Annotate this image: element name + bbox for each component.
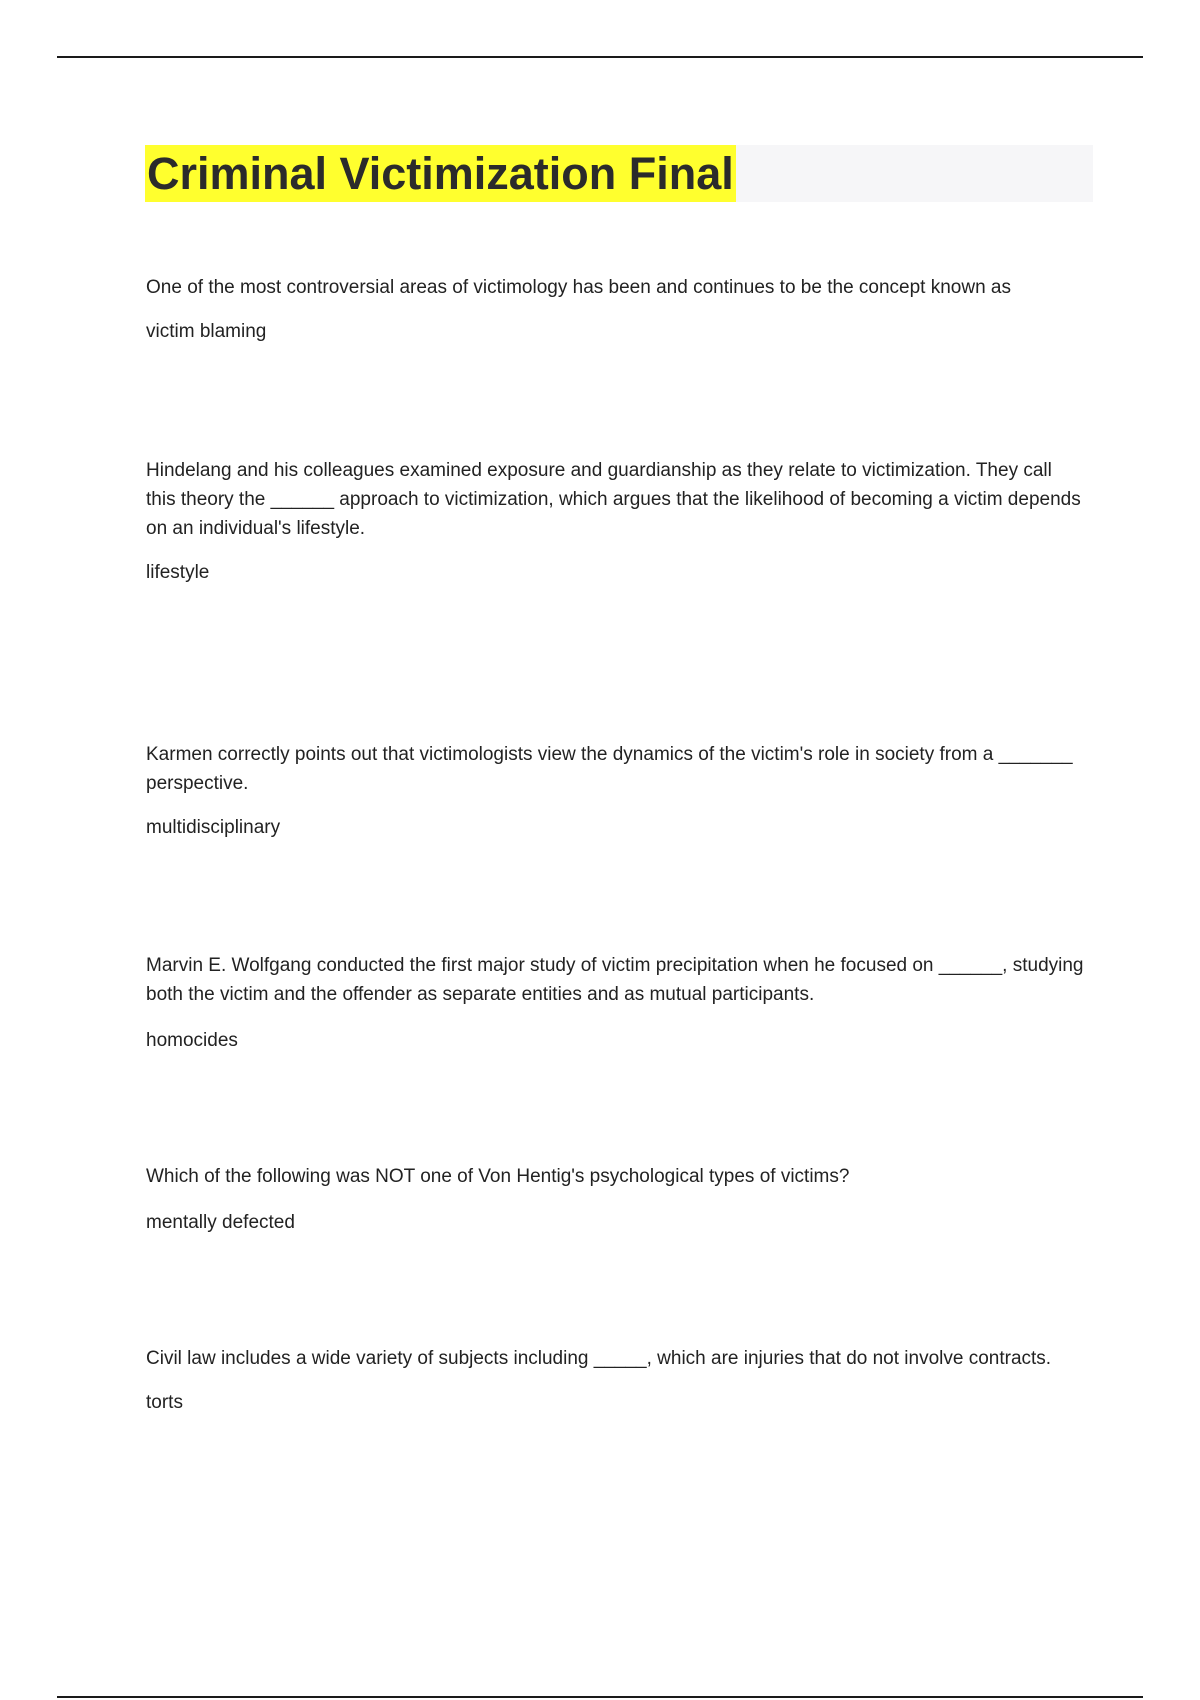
qa-item-5 [146, 1162, 1086, 1237]
question-text: Civil law includes a wide variety of subjects including _____, which are injuries that do not involve contracts. [146, 1348, 1052, 1369]
bottom-rule [57, 1696, 1143, 1698]
qa-item-3 [146, 740, 1086, 842]
question-text: Karmen correctly points out that victimologists view the dynamics of the victim's role in society from a _______ perspective. [146, 744, 1073, 794]
answer-text: lifestyle [146, 562, 210, 583]
answer-text: homocides [146, 1030, 238, 1051]
question-text: Hindelang and his colleagues examined exposure and guardianship as they relate to victimization. They call this theory the ______ approach to victimization, which argues that the likelihood of becoming a victim depends on an individual's lifestyle. [146, 460, 1081, 539]
top-rule [57, 56, 1143, 58]
document-title: Criminal Victimization Final [145, 145, 736, 202]
answer-text: victim blaming [146, 321, 267, 342]
answer-text: torts [146, 1392, 183, 1413]
answer-text: mentally defected [146, 1212, 295, 1233]
question-text: Which of the following was NOT one of Von Hentig's psychological types of victims? [146, 1166, 850, 1187]
qa-item-6 [146, 1344, 1086, 1417]
qa-item-4 [146, 951, 1086, 1055]
question-text: Marvin E. Wolfgang conducted the first major study of victim precipitation when he focused on ______, studying both the victim and the offender as separate entities and as mutual participants. [146, 955, 1084, 1005]
question-text: One of the most controversial areas of victimology has been and continues to be the concept known as [146, 277, 1012, 298]
answer-text: multidisciplinary [146, 817, 281, 838]
qa-item-2 [146, 456, 1086, 587]
qa-item-1 [146, 273, 1086, 346]
